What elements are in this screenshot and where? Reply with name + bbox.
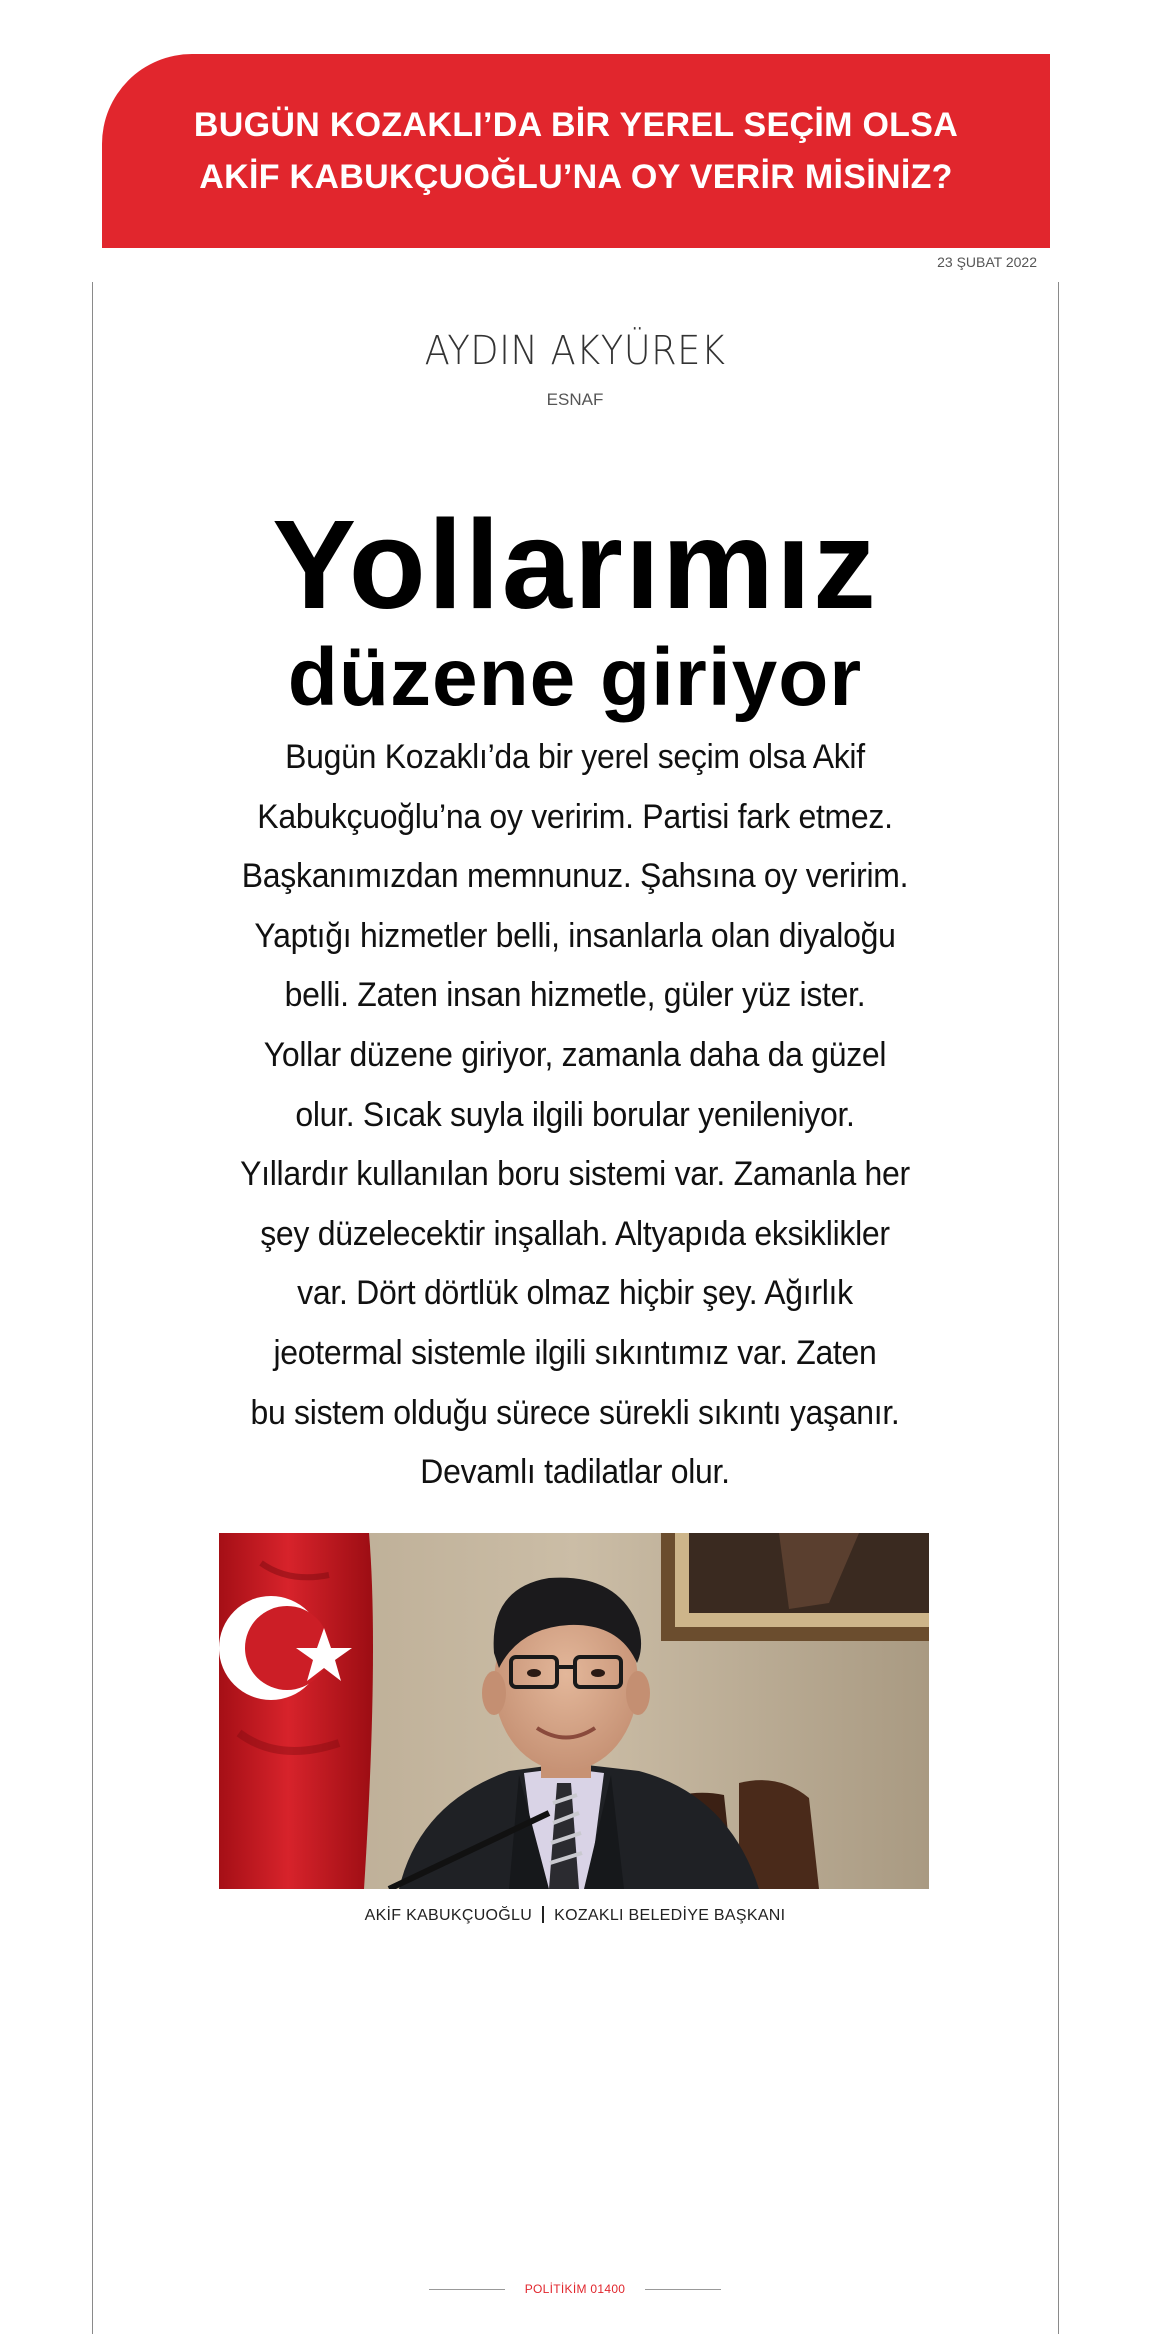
body-line: Kabukçuoğlu’na oy veririm. Partisi fark etmez. xyxy=(257,797,893,836)
body-line: Yollar düzene giriyor, zamanla daha da güzel xyxy=(263,1035,887,1074)
page-footer xyxy=(0,2282,1150,2296)
body-line: belli. Zaten insan hizmetle, güler yüz ister. xyxy=(284,976,866,1015)
header-question-line-2: AKİF KABUKÇUOĞLU’NA OY VERİR MİSİNİZ? xyxy=(199,158,953,196)
body-line: olur. Sıcak suyla ilgili borular yenileniyor. xyxy=(295,1095,855,1134)
body-line: Yaptığı hizmetler belli, insanlarla olan diyaloğu xyxy=(254,916,896,955)
body-line: şey düzelecektir inşallah. Altyapıda eksiklikler xyxy=(260,1214,890,1253)
body-line: Bugün Kozaklı’da bir yerel seçim olsa Akif xyxy=(285,738,865,776)
article-body xyxy=(237,728,914,1503)
caption-separator xyxy=(542,1906,544,1923)
footer-rule-right xyxy=(645,2289,721,2290)
headline-line-1: Yollarımız xyxy=(272,494,878,635)
author-name: AYDIN AKYÜREK xyxy=(424,328,726,374)
body-line: Devamlı tadilatlar olur. xyxy=(420,1453,730,1492)
headline-line-2: düzene giriyor xyxy=(287,632,863,723)
body-line: var. Dört dörtlük olmaz hiçbir şey. Ağırlık xyxy=(297,1274,853,1313)
caption-person-name: AKİF KABUKÇUOĞLU xyxy=(364,1907,533,1924)
body-line: Başkanımızdan memnunuz. Şahsına oy veririm. xyxy=(241,857,909,896)
caption-person-title: KOZAKLI BELEDİYE BAŞKANI xyxy=(554,1907,786,1924)
footer-rule-left xyxy=(429,2289,505,2290)
photo-caption xyxy=(0,1906,1150,1925)
body-line: Yıllardır kullanılan boru sistemi var. Zamanla her xyxy=(240,1155,910,1194)
header-question-line-1: BUGÜN KOZAKLI’DA BİR YEREL SEÇİM OLSA xyxy=(193,106,959,144)
publish-date: 23 ŞUBAT 2022 xyxy=(937,254,1037,270)
header-banner xyxy=(102,54,1050,248)
portrait-photo xyxy=(219,1533,929,1889)
author-occupation: ESNAF xyxy=(546,390,604,409)
body-line: bu sistem olduğu sürece sürekli sıkıntı yaşanır. xyxy=(250,1393,900,1432)
footer-label: POLİTİKİM 01400 xyxy=(524,2282,626,2296)
body-line: jeotermal sistemle ilgili sıkıntımız var. Zaten xyxy=(273,1333,877,1372)
